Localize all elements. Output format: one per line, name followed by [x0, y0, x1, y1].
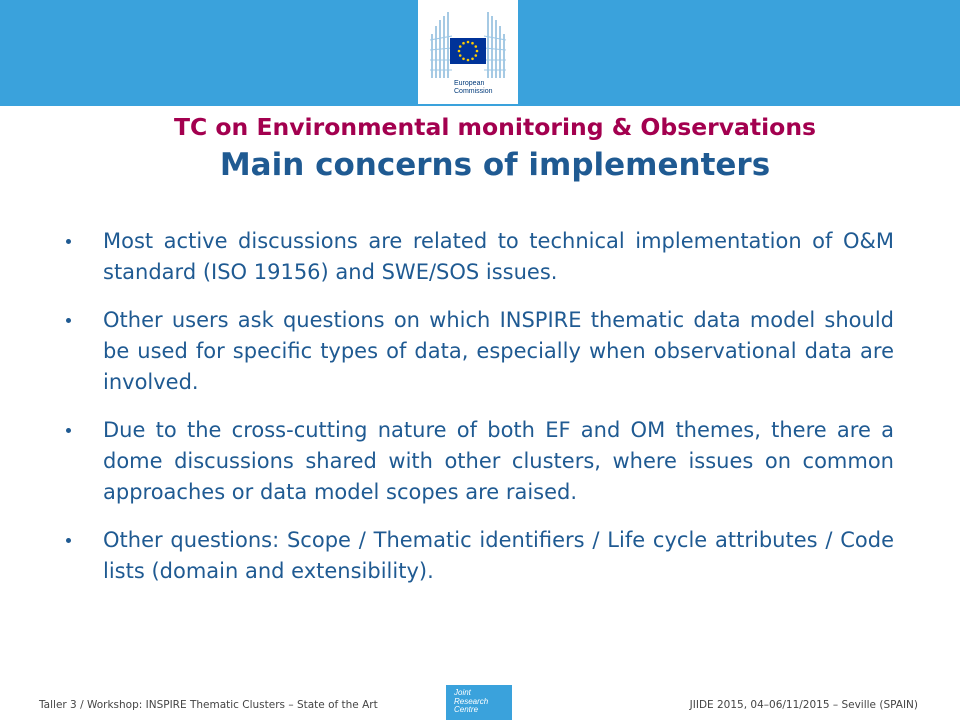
- bullet-item: [66, 415, 894, 508]
- logo-text: [454, 80, 493, 96]
- bullet-dot-icon: [66, 538, 71, 543]
- logo-line-1: European: [454, 80, 485, 87]
- slide-title: TC on Environmental monitoring & Observations: [173, 113, 817, 141]
- jrc-logo: [446, 685, 512, 720]
- bullet-dot-icon: [66, 239, 71, 244]
- bullet-text: Other users ask questions on which INSPIRE thematic data model should be used for specific types of data, especially when observational data are involved.: [103, 308, 894, 394]
- jrc-line-3: Centre: [454, 705, 479, 714]
- bullet-text: Most active discussions are related to technical implementation of O&M standard (ISO 19156) and SWE/SOS issues.: [103, 229, 894, 284]
- jrc-line-1: Joint: [454, 688, 471, 697]
- bullet-dot-icon: [66, 428, 71, 433]
- logo-line-2: Commission: [454, 88, 493, 95]
- footer-workshop-text: Taller 3 / Workshop: INSPIRE Thematic Clusters – State of the Art: [39, 699, 378, 711]
- bullet-item: [66, 226, 894, 288]
- bullet-list: [66, 226, 894, 604]
- jrc-logo-text: [454, 689, 488, 715]
- slide-subtitle: Main concerns of implementers: [219, 147, 771, 183]
- bullet-text: Other questions: Scope / Thematic identifiers / Life cycle attributes / Code lists (domain and extensibility).: [103, 528, 894, 583]
- bullet-text: Due to the cross-cutting nature of both EF and OM themes, there are a dome discussions shared with other clusters, where issues on common approaches or data model scopes are raised.: [103, 418, 894, 504]
- jrc-line-2: Research: [454, 696, 489, 706]
- footer-event-text: JIIDE 2015, 04–06/11/2015 – Seville (SPAIN): [689, 699, 918, 711]
- bullet-item: [66, 525, 894, 587]
- bullet-item: [66, 305, 894, 398]
- european-commission-logo: [418, 0, 518, 104]
- bullet-dot-icon: [66, 318, 71, 323]
